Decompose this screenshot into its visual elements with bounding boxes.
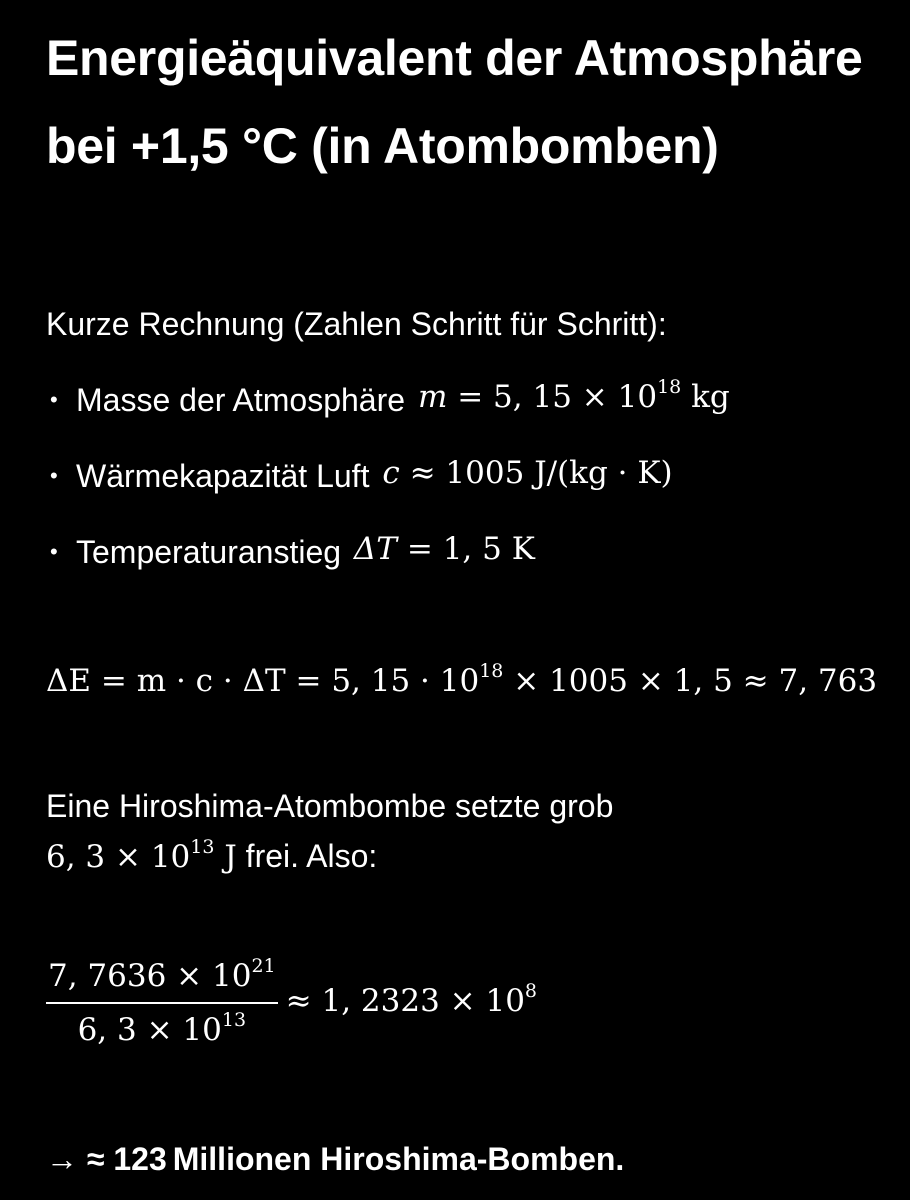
temperature-formula: ΔT = 1, 5 K bbox=[353, 531, 535, 567]
hiroshima-energy-formula: 6, $3 \times 10^{13}$ J bbox=[46, 836, 237, 875]
conclusion bbox=[46, 1135, 624, 1183]
intro-text: Kurze Rechnung (Zahlen Schritt für Schritt): bbox=[46, 306, 667, 342]
fraction-numerator: 7, $7636 \times 10^{21}$ bbox=[46, 956, 278, 1004]
page-title: Energieäquivalent der Atmosphäre bei +1,5 °C (in Atombomben) bbox=[46, 30, 863, 174]
given-values-list bbox=[46, 368, 730, 596]
bullet-icon: • bbox=[50, 463, 58, 488]
bullet-label: Wärmekapazität Luft bbox=[76, 458, 370, 494]
conclusion-number: 123 bbox=[113, 1141, 167, 1177]
mass-formula: m = 5, $15 \times 10^{18}$ kg bbox=[417, 376, 730, 415]
bullet-label: Masse der Atmosphäre bbox=[76, 382, 406, 418]
conclusion-text: Millionen Hiroshima-Bomben. bbox=[172, 1141, 625, 1177]
hiroshima-suffix: frei. Also: bbox=[245, 838, 378, 874]
list-item-temperature bbox=[46, 520, 730, 596]
bullet-icon: • bbox=[50, 539, 58, 564]
energy-equation: ΔE = m · c · ΔT = 5, $15 \cdot 10^{18} \times 1005 \times 1$, 5 ≈ 7, 763 bbox=[46, 660, 878, 699]
bomb-count-fraction bbox=[46, 956, 537, 1050]
list-item-heat-capacity bbox=[46, 444, 730, 520]
fraction-result: ≈ 1, $2323 \times 10^8$ bbox=[285, 980, 538, 1019]
hiroshima-sentence-line1: Eine Hiroshima-Atombombe setzte grob bbox=[46, 788, 614, 824]
bullet-icon: • bbox=[50, 387, 58, 412]
fraction-denominator: 6, $3 \times 10^{13}$ bbox=[77, 1009, 247, 1048]
list-item-mass bbox=[46, 368, 730, 444]
arrow-approx: → ≈ bbox=[46, 1141, 105, 1177]
bullet-label: Temperaturanstieg bbox=[76, 534, 342, 570]
fraction bbox=[46, 956, 278, 1050]
hiroshima-sentence-line2 bbox=[46, 832, 377, 881]
heat-capacity-formula: c ≈ 1005 J/(kg · K) bbox=[382, 455, 673, 491]
